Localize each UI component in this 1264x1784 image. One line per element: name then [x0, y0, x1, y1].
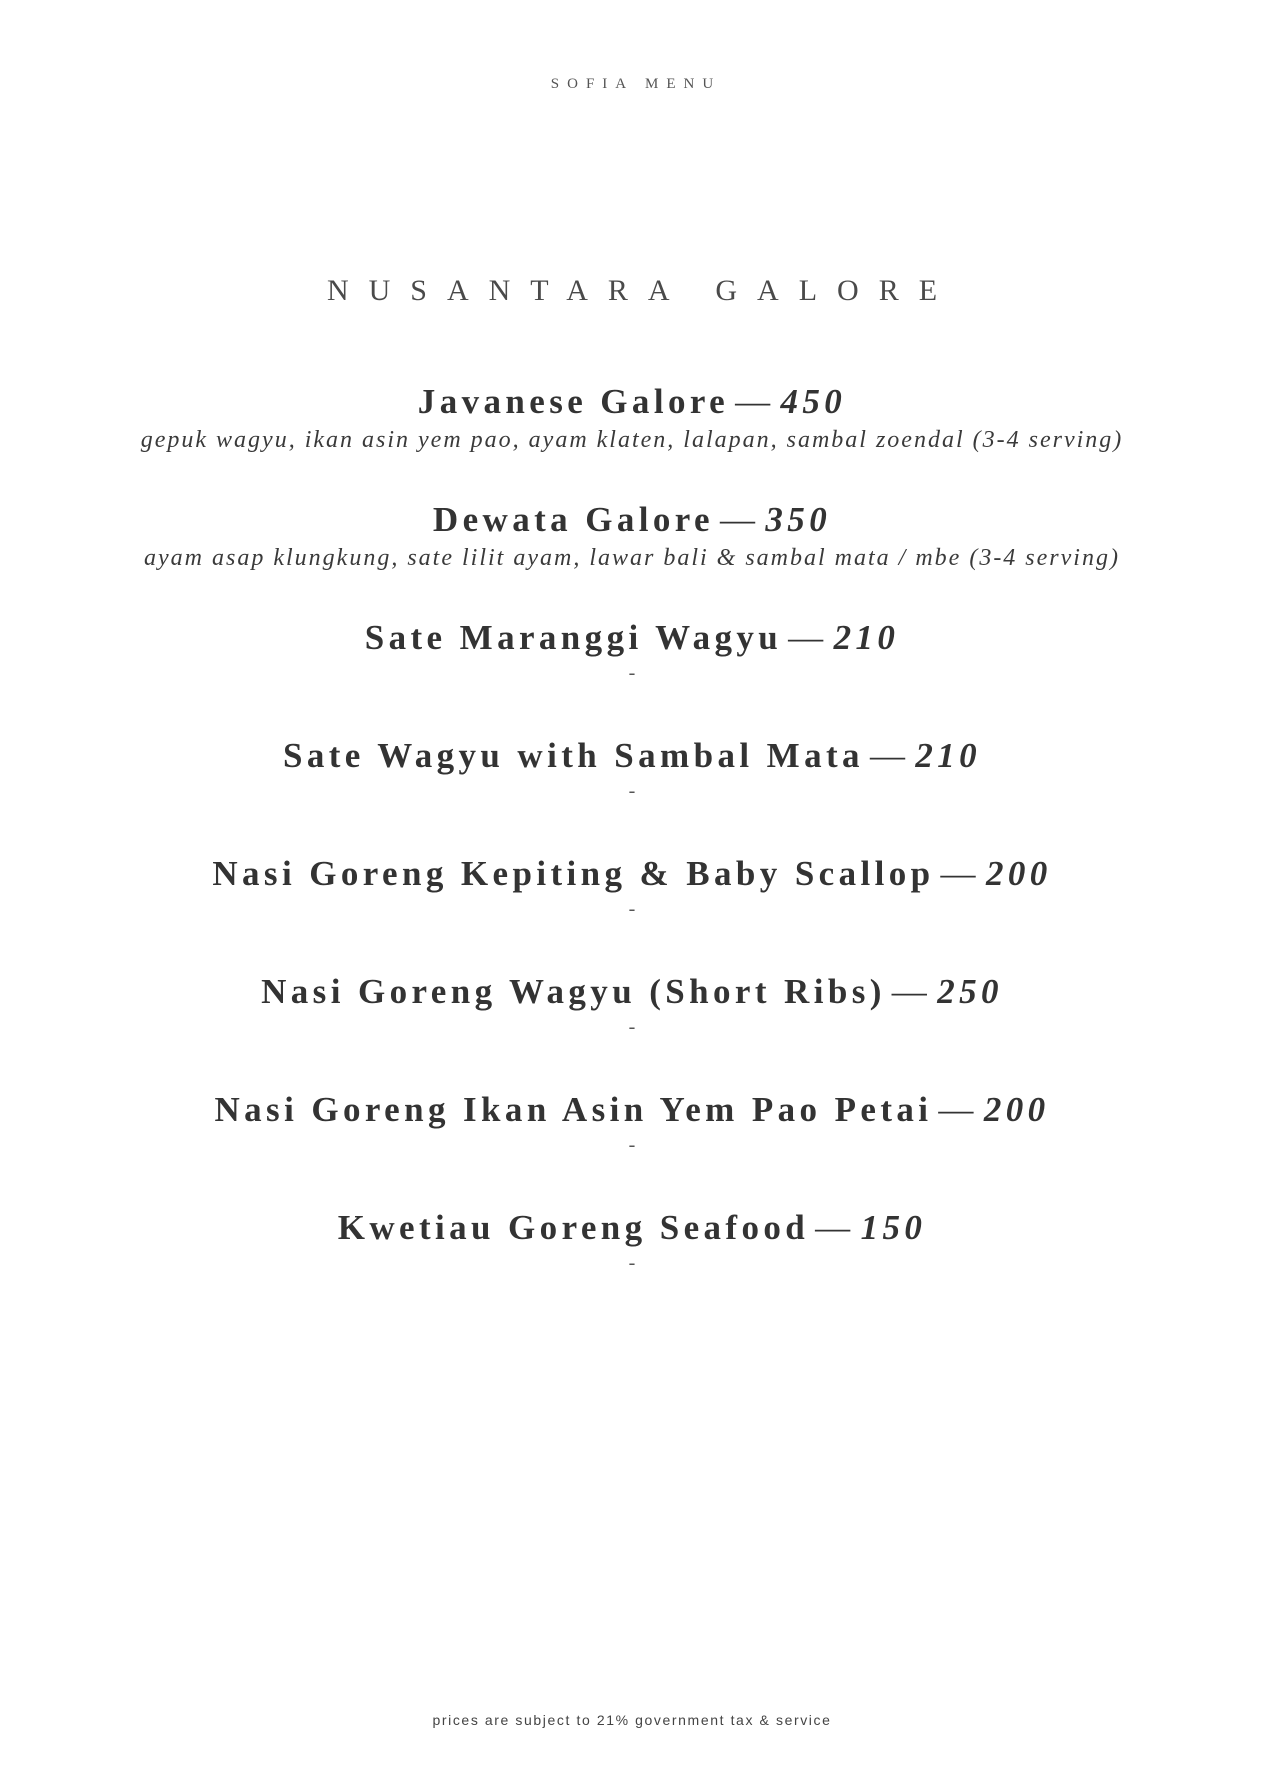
item-dash: —: [815, 1208, 855, 1247]
item-dash: —: [891, 972, 932, 1011]
menu-item-javanese-galore: [0, 380, 1264, 456]
item-description: -: [628, 1252, 636, 1274]
item-name: Nasi Goreng Ikan Asin Yem Pao Petai: [214, 1090, 933, 1129]
item-name: Sate Maranggi Wagyu: [364, 618, 783, 657]
item-title: [0, 498, 1264, 542]
item-name: Kwetiau Goreng Seafood: [337, 1208, 810, 1247]
menu-item-kwetiau-goreng-seafood: [0, 1206, 1264, 1276]
tax-note: prices are subject to 21% government tax & service: [432, 1712, 832, 1728]
menu-item-nasi-goreng-kepiting: [0, 852, 1264, 922]
section-title: NUSANTARA GALORE: [326, 274, 958, 307]
item-price: 250: [937, 972, 1003, 1011]
menu-item-dewata-galore: [0, 498, 1264, 574]
item-title: [0, 1088, 1264, 1132]
item-price: 350: [765, 500, 832, 539]
item-name: Sate Wagyu with Sambal Mata: [282, 736, 864, 775]
item-description: -: [628, 780, 636, 802]
item-description: ayam asap klungkung, sate lilit ayam, lawar bali & sambal mata / mbe (3-4 serving): [144, 545, 1120, 571]
item-dash: —: [788, 618, 828, 657]
item-description: gepuk wagyu, ikan asin yem pao, ayam klaten, lalapan, sambal zoendal (3-4 serving): [140, 427, 1124, 453]
item-name: Javanese Galore: [417, 382, 730, 421]
item-price: 210: [833, 618, 900, 657]
menu-item-sate-maranggi-wagyu: [0, 616, 1264, 686]
item-description: -: [628, 1016, 636, 1038]
item-name: Nasi Goreng Wagyu (Short Ribs): [261, 972, 886, 1011]
item-price: 450: [780, 382, 847, 421]
menu-item-nasi-goreng-ikan-asin: [0, 1088, 1264, 1158]
item-title: [0, 380, 1264, 424]
menu-item-sate-wagyu-sambal-mata: [0, 734, 1264, 804]
item-price: 200: [983, 1090, 1050, 1129]
item-title: [0, 852, 1264, 896]
item-name: Dewata Galore: [432, 500, 714, 539]
item-dash: —: [869, 736, 910, 775]
item-description: -: [628, 898, 636, 920]
item-description: -: [628, 662, 636, 684]
item-dash: —: [940, 854, 980, 893]
item-title: [0, 734, 1264, 778]
item-name: Nasi Goreng Kepiting & Baby Scallop: [212, 854, 935, 893]
item-title: [0, 1206, 1264, 1250]
item-price: 150: [860, 1208, 927, 1247]
menu-item-nasi-goreng-wagyu: [0, 970, 1264, 1040]
item-title: [0, 616, 1264, 660]
item-dash: —: [938, 1090, 978, 1129]
item-dash: —: [719, 500, 760, 539]
item-title: [0, 970, 1264, 1014]
item-description: -: [628, 1134, 636, 1156]
restaurant-name: SOFIA MENU: [550, 76, 722, 92]
item-price: 200: [985, 854, 1052, 893]
item-price: 210: [915, 736, 982, 775]
item-dash: —: [735, 382, 775, 421]
